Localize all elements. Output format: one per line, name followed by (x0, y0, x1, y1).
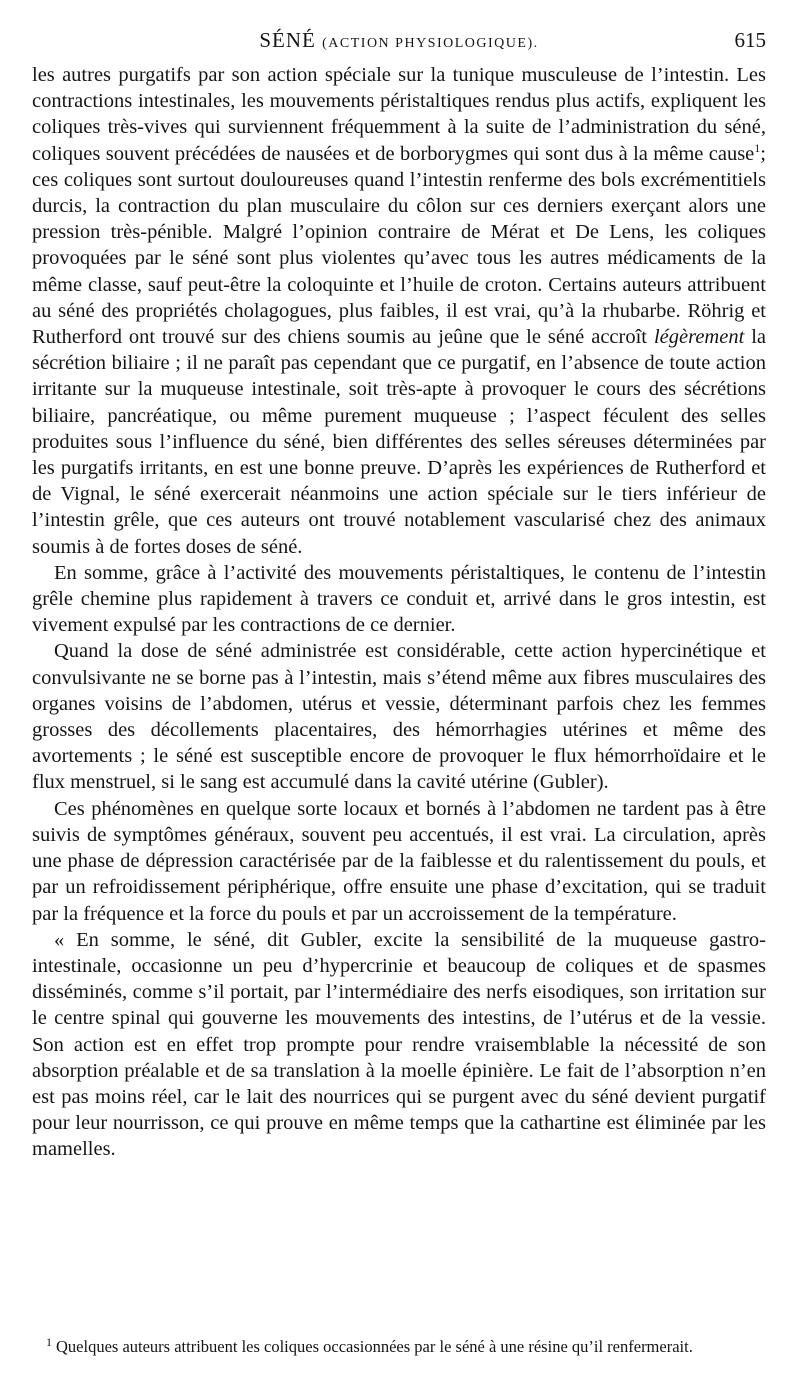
paragraph-1-part-3: la sécrétion biliaire ; il ne paraît pas cependant que ce purgatif, en l’absence de toute action irritante sur la muqueuse intestinale, soit très-apte à provoquer le cours des sécrétions biliaire, pancréatique, ou même purement muqueuse ; l’aspect féculent des selles produites sous l’influence du séné, bien différentes des selles séreuses déterminées par les purgatifs irritants, en est une bonne preuve. D’après les expériences de Rutherford et de Vignal, le séné exercerait néanmoins une action spéciale sur le tiers inférieur de l’intestin grêle, que ces auteurs ont trouvé notablement vascularisé chez des animaux soumis à de fortes doses de séné. (32, 326, 767, 558)
running-title-main: SÉNÉ (259, 28, 316, 52)
paragraph-3: Quand la dose de séné administrée est considérable, cette action hypercinétique et convulsivante ne se borne pas à l’intestin, mais s’étend même aux fibres musculaires des organes voisins de l’abdomen, utérus et vessie, déterminant parfois chez les femmes grosses des décollements placentaires, des hémorrhagies utérines et même des avortements ; le séné est susceptible encore de provoquer le flux hémorrhoïdaire et le flux menstruel, si le sang est accumulé dans la cavité utérine (Gubler). (32, 640, 766, 794)
running-title (32, 28, 766, 53)
paragraph-2: En somme, grâce à l’activité des mouvements péristaltiques, le contenu de l’intestin grêle chemine plus rapidement à travers ce conduit et, arrivé dans le gros intestin, est vivement expulsé par les contractions de ce dernier. (32, 561, 766, 637)
page-header (32, 22, 766, 62)
body-text (32, 62, 766, 1163)
paragraph-4: Ces phénomènes en quelque sorte locaux et bornés à l’abdomen ne tardent pas à être suivis de symptômes généraux, souvent peu accentués, il est vrai. La circulation, après une phase de dépression caractérisée par de la faiblesse et du ralentissement du pouls, et par un refroidissement périphérique, offre ensuite une phase d’excitation, qui se traduit par la fréquence et la force du pouls et par un accroissement de la température. (32, 797, 766, 925)
footnote-text: Quelques auteurs attribuent les coliques occasionnées par le séné à une résine qu’il renfermerait. (56, 1337, 693, 1356)
footnote (32, 1336, 766, 1358)
footnote-reference: 1 (754, 140, 761, 155)
footnote-mark: 1 (46, 1334, 52, 1349)
running-title-subtitle: (ACTION PHYSIOLOGIQUE). (322, 36, 539, 51)
page-number: 615 (734, 28, 766, 52)
paragraph-1-part-2: ; ces coliques sont surtout douloureuses quand l’intestin renferme des bols excrémentitiels durcis, la contraction du plan musculaire du côlon sur ces derniers exerçant alors une pression très-pénible. Malgré l’opinion contraire de Mérat et De Lens, les coliques provoquées par le séné sont plus violentes qu’avec tous les autres médicaments de la même classe, sauf peut-être la coloquinte et l’huile de croton. Certains auteurs attribuent au séné des propriétés cholagogues, plus faibles, il est vrai, qu’à la rhubarbe. Röhrig et Rutherford ont trouvé sur des chiens soumis au jeûne que le séné accroît (32, 142, 766, 349)
paragraph-1 (32, 62, 766, 560)
book-page (32, 22, 767, 1356)
emphasis-text: légèrement (653, 326, 745, 349)
paragraph-1-part-1: les autres purgatifs par son action spéciale sur la tunique musculeuse de l’intestin. Les contractions intestinales, les mouvements péristaltiques rendus plus actifs, expliquent les coliques très-vives qui surviennent fréquemment à la suite de l’administration du séné, coliques souvent précédées de nausées et de borborygmes qui sont dus à la même cause (32, 64, 766, 165)
paragraph-5: « En somme, le séné, dit Gubler, excite la sensibilité de la muqueuse gastro-intestinale, occasionne un peu d’hypercrinie et beaucoup de coliques et de spasmes disséminés, comme s’il portait, par l’intermédiaire des nerfs eisodiques, son irritation sur le centre spinal qui gouverne les mouvements des intestins, de l’utérus et de la vessie. Son action est en effet trop prompte pour rendre vraisemblable la nécessité de son absorption préalable et de sa translation à la moelle épinière. Le fait de l’absorption n’en est pas moins réel, car le lait des nourrices qui se purgent avec du séné devient purgatif pour leur nourrisson, ce qui prouve en même temps que la cathartine est éliminée par les mamelles. (32, 928, 766, 1161)
